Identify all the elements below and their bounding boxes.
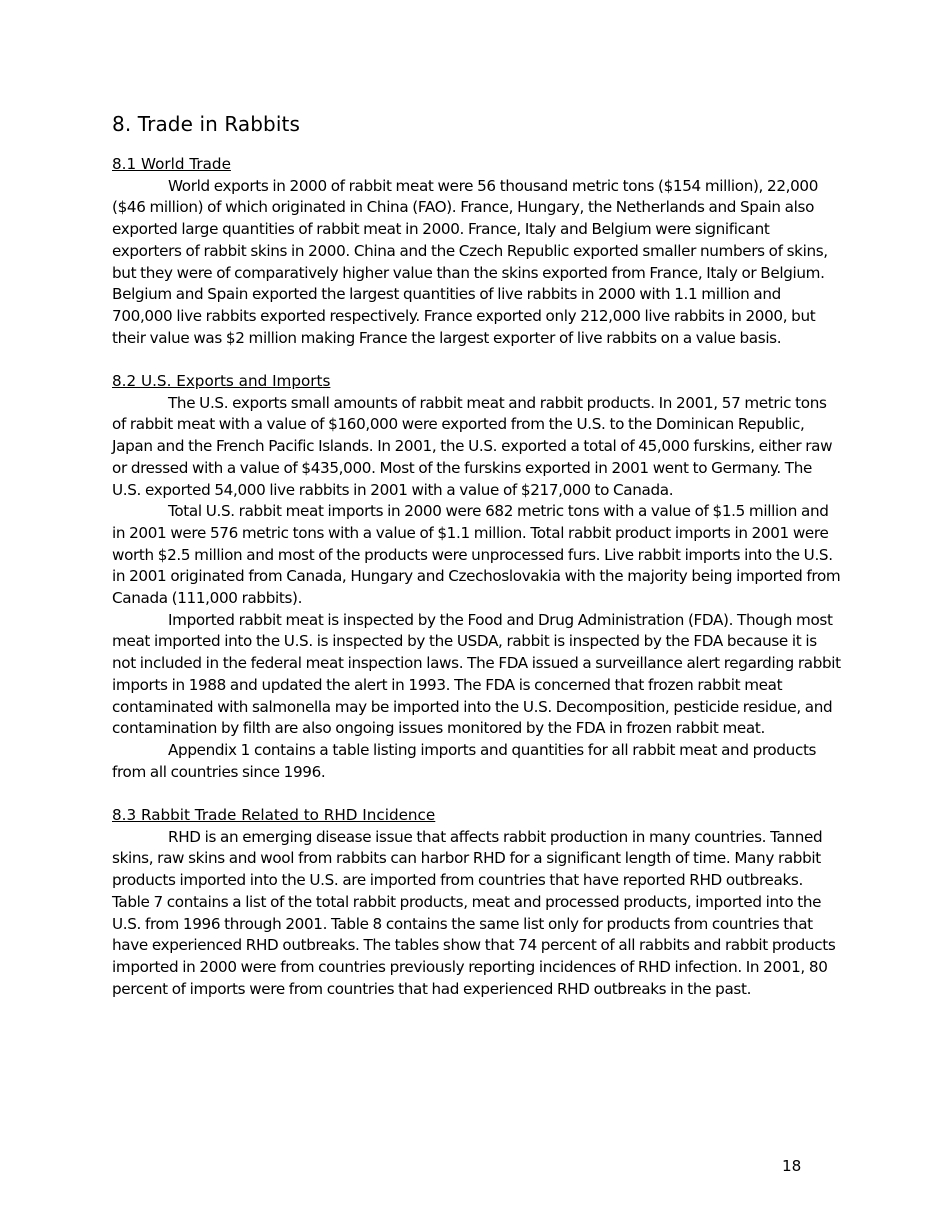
paragraph: RHD is an emerging disease issue that affects rabbit production in many countries. Tanned skins, raw skins and wool from rabbits can harbor RHD for a significant length of time. Many rabbit products imported into the U.S. are imported from countries that have reported RHD outbreaks. Table 7 contains a list of the total rabbit products, meat and processed products, imported into the U.S. from 1996 through 2001. Table 8 contains the same list only for products from countries that have experienced RHD outbreaks. The tables show that 74 percent of all rabbits and rabbit products imported in 2000 were from countries previously reporting incidences of RHD infection. In 2001, 80 percent of imports were from countries that had experienced RHD outbreaks in the past.: [112, 827, 836, 998]
section-us-exports-imports: [112, 371, 842, 783]
page-number: 18: [782, 1157, 802, 1175]
section-world-trade: [112, 154, 842, 349]
document-page: [112, 100, 842, 1022]
paragraph: Appendix 1 contains a table listing imports and quantities for all rabbit meat and products from all countries since 1996.: [112, 740, 817, 781]
chapter-title: 8. Trade in Rabbits: [112, 112, 300, 136]
paragraph: World exports in 2000 of rabbit meat were 56 thousand metric tons ($154 million), 22,000 ($46 million) of which originated in China (FAO). France, Hungary, the Netherlands and Spain also exported large quantities of rabbit meat in 2000. France, Italy and Belgium were significant exporters of rabbit skins in 2000. China and the Czech Republic exported smaller numbers of skins, but they were of comparatively higher value than the skins exported from France, Italy or Belgium. Belgium and Spain exported the largest quantities of live rabbits in 2000 with 1.1 million and 700,000 live rabbits exported respectively. France exported only 212,000 live rabbits in 2000, but their value was $2 million making France the largest exporter of live rabbits on a value basis.: [112, 176, 828, 347]
paragraph: Imported rabbit meat is inspected by the Food and Drug Administration (FDA). Though most meat imported into the U.S. is inspected by the USDA, rabbit is inspected by the FDA because it is not included in the federal meat inspection laws. The FDA issued a surveillance alert regarding rabbit imports in 1988 and updated the alert in 1993. The FDA is concerned that frozen rabbit meat contaminated with salmonella may be imported into the U.S. Decomposition, pesticide residue, and contamination by filth are also ongoing issues monitored by the FDA in frozen rabbit meat.: [112, 610, 841, 738]
section-heading: 8.1 World Trade: [112, 155, 231, 173]
section-rhd-trade: [112, 805, 842, 1000]
section-heading: 8.2 U.S. Exports and Imports: [112, 372, 331, 391]
paragraph: The U.S. exports small amounts of rabbit meat and rabbit products. In 2001, 57 metric tons of rabbit meat with a value of $160,000 were exported from the U.S. to the Dominican Republic, Japan and the French Pacific Islands. In 2001, the U.S. exported a total of 45,000 furskins, either raw or dressed with a value of $435,000. Most of the furskins exported in 2001 went to Germany. The U.S. exported 54,000 live rabbits in 2001 with a value of $217,000 to Canada.: [112, 393, 833, 499]
paragraph: Total U.S. rabbit meat imports in 2000 were 682 metric tons with a value of $1.5 million and in 2001 were 576 metric tons with a value of $1.1 million. Total rabbit product imports in 2001 were worth $2.5 million and most of the products were unprocessed furs. Live rabbit imports into the U.S. in 2001 originated from Canada, Hungary and Czechoslovakia with the majority being imported from Canada (111,000 rabbits).: [112, 502, 841, 608]
section-heading: 8.3 Rabbit Trade Related to RHD Incidence: [112, 806, 436, 825]
